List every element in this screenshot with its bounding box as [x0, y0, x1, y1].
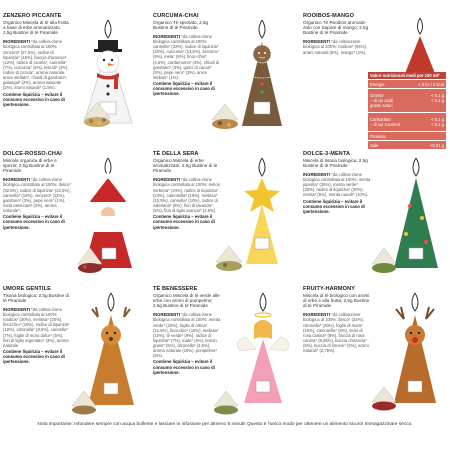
product-name: CURCUMA-CHAI [153, 13, 199, 19]
product-name: ROOIBOS-MANGO [303, 13, 355, 19]
product-card-zenzero [0, 12, 150, 144]
tea-pile-image [212, 389, 240, 415]
product-desc: Organico Miscela di tè verde alle erbe con aromi di pompelmo; 2,5g Bustine di tè Piramide [153, 292, 220, 309]
product-card-te-benessere [150, 285, 300, 417]
product-name: ZENZERO PICCANTE [3, 13, 62, 19]
product-name: TÈ BENESSERE [153, 286, 198, 292]
licorice-warning: Contiene liquirizia – evitare il consumo eccessivo in caso di ipertensione. [3, 91, 65, 107]
product-name: UMORE GENTILE [3, 286, 51, 292]
product-ingredients: INGREDIENTI *da coltivazione biologica al 100%: rooibos* (94%), aromi naturali (5%), mango* (1%). [303, 39, 368, 55]
product-desc: Organico Tè speziato, 2,5g Bustine di tè Piramide [153, 19, 209, 31]
product-ingredients: INGREDIENTI *da coltiva-zione biologica controllata al 100%: rooibos* (30%), melissa* (20%), finocchio* (10%), radice di liquirizia* (10%), citronella* (8,5%), cannella* (7%), foglie di mora dolce* (5%), fiori di tiglio argentato* (3%), aroma naturale. [3, 306, 70, 348]
gingerbread-figure [232, 18, 292, 138]
licorice-warning: Contiene liquirizia – evitare il consumo eccessivo in caso di ipertensione. [3, 214, 65, 230]
product-ingredients: INGREDIENTI *da coltiva-zione biologica controllata al 100%: menta verde* (20%), foglie di ortica* (21,5%), finocchio* (10%), melissa* (10%), tè verde* (9%), radice di liquirizia* (7%), mate* (5%), lemon grass* (5%), citronella* (3,5%), aroma naturale (10%), pompelmo* (5%). [153, 312, 221, 359]
product-ingredients: INGREDIENTI *da coltiva-zione biologica controllata al 100%: cannella* (32%), radice di liquirizia* (20%), curcuma* (13,5%), zenzero* (9%), mela* (8%), finoc-chio* (4,5%), cardamomo* (4%), chiodi di garofano* (3%), gusci di cacao* (3%), pepe nero* (2%), anice stellato* (1%). [153, 33, 220, 80]
product-ingredients: INGREDIENTI *da coltiva-zione biologica controllata al 100%: menta piperita* (35%), menta verde* (30%), radice di liquirizia* (20%), menta* (5%), menta nanah* (10%). [303, 171, 371, 198]
tea-pile-image [370, 385, 398, 411]
product-card-umore-gentile [0, 285, 150, 417]
nutrition-row: Energia < 5 kJ / 2 kcal [368, 79, 446, 88]
product-name: DOLCE-3-MENTA [303, 151, 351, 157]
important-note: Nota importante: Infondere sempre con acqua bollente e lasciare in infusione per almeno 5 minuti! Questo è l'unico modo per ottenere un alimento sicuro! Immagazzinare secco. [37, 422, 413, 427]
licorice-warning: Contiene liquirizia – evitare il consumo eccessivo in caso di ipertensione. [153, 81, 215, 97]
licorice-warning: Contiene liquirizia – evitare il consumo eccessivo in caso di ipertensione. [153, 359, 215, 375]
product-card-curcuma [150, 12, 300, 144]
product-name: DOLCE-ROSSO-CHAI [3, 151, 62, 157]
product-ingredients: INGREDIENTI *da coltiva-zione biologica controllata al 100%: ibisco* (32,5%), radice di liquirizia* (22,5%), cannella* (15%), zenzero* (12%), garofano* (3%), pepe nero* (1%), mela essiccata* (3%), aroma naturale*. [3, 177, 71, 214]
product-ingredients: INGREDIENTI *da coltivazione biologica al 100%: ibisco* (34%), citronella* (20%), foglie di mora* (10%), camomilla* (8%), semi di rosa canina* (8%), buccia di rosa canina* (8,25%), buccia d'arancia* (5%), buccia di limone* (5%), aromi naturali* (2,75%). [303, 312, 369, 354]
product-desc: Miscela di tè biologico con aromi di erbe e alla frutta; 2,5g Bustine di tè Piramide [303, 292, 370, 309]
product-desc: Tisana biologica; 2,5g Bustine di tè Piramide [3, 292, 69, 304]
product-ingredients: INGREDIENTI *da coltiva-zione biologica controllata al 100%: lemon verbena* (24%), radice di liquirizia* (24%), camomilla* (15%), melissa* (10,5%), cannella* (10%), radice di valeriana* (9%), fiori di lavanda* (5%), fiori di tiglio arancio* (2,5%). [153, 177, 221, 214]
licorice-warning: Contiene liquirizia – evitare il consumo eccessivo in caso di ipertensione. [3, 348, 65, 365]
product-desc: Organico Miscela di tè alla frutta a base di erbe aromatizzato. 2,5g Bustine di tè Piramide [3, 19, 69, 36]
licorice-warning: Contiene liquirizia – evitare il consumo eccessivo in caso di ipertensione. [303, 198, 365, 214]
product-card-fruity-harmony [300, 285, 450, 417]
product-name: TÈ DELLA SERA [153, 151, 199, 157]
tea-pile-image [370, 244, 398, 274]
product-desc: Miscela organica di erbe e spezie; 2,5g Bustine di tè Piramide [3, 157, 57, 174]
nutrition-row: Sale <0,01 g [368, 140, 446, 149]
nutrition-row: Carboidrati – di cui zuccheri < 0,1 g < 0,1 g [368, 112, 446, 131]
tea-pile-image [214, 242, 244, 272]
tea-pile-image [82, 98, 112, 128]
tea-pile-image [70, 389, 98, 415]
nutrition-row: Grasso – di cui acidi grassi saturi < 0,1 g < 0,1 g [368, 88, 446, 112]
licorice-warning: Contiene liquirizia – evitare il consumo eccessivo in caso di ipertensione. [153, 214, 215, 230]
tea-pile-image [76, 244, 104, 274]
nutrition-row: Proteina [368, 131, 446, 140]
product-card-te-della-sera [150, 150, 300, 282]
product-desc: Organico Miscela di erbe aromatizzate, 2,5g Bustine di tè Piramide [153, 157, 218, 174]
product-card-dolce-rosso-chai [0, 150, 150, 282]
nutrition-table [368, 72, 446, 149]
product-card-dolce-3-menta [300, 150, 450, 282]
product-desc: Miscela di tisana biologica; 2,5g Bustine di tè Piramide [303, 157, 368, 169]
product-name: FRUITY-HARMONY [303, 286, 356, 292]
nutrition-title: Valori nutrizionali medi per 100 ml* [368, 72, 446, 79]
product-ingredients: INGREDIENTI *da coltiva-zione biologica controllata al 100%: zenzero* (27,5%), radice di liquirizia* (15%), buccia d'arancia* (12%), radice di cicoria*, cannella* (7%), curcuma* (5%), biscoli* (4%), radice di cicoria*, aroma naturale, anice stellato*, chiodi di garofano*, galangal* (2%), aroma naturale (2%), aromi naturali* (1,5%). [3, 39, 69, 91]
tea-pile-image [210, 100, 240, 130]
product-desc: Organico Tè Rooibos aromatiz-zato con Sapore di mango; 2,5g Bustine di tè Piramide [303, 19, 369, 36]
